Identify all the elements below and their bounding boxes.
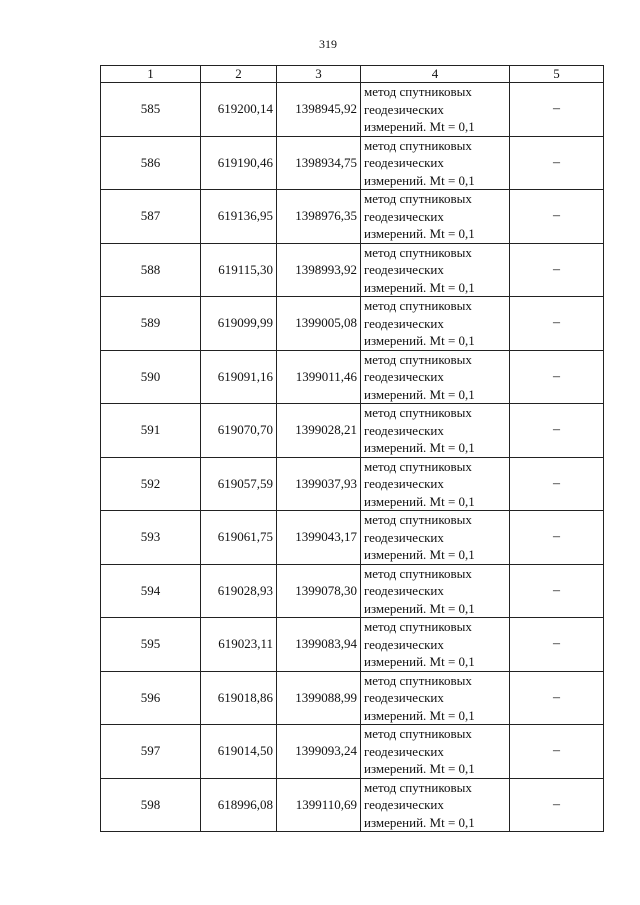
table-body xyxy=(101,83,604,832)
point-number: 591 xyxy=(101,404,201,458)
coordinate-x: 619136,95 xyxy=(201,190,277,244)
note-value: – xyxy=(510,350,604,404)
method-line: геодезических xyxy=(364,155,444,170)
column-header-2: 2 xyxy=(201,66,277,83)
point-number: 590 xyxy=(101,350,201,404)
coordinate-y: 1399028,21 xyxy=(277,404,361,458)
note-value: – xyxy=(510,778,604,832)
method-line: метод спутниковых xyxy=(364,298,472,313)
table-row xyxy=(101,136,604,190)
point-number: 593 xyxy=(101,511,201,565)
method-description xyxy=(361,350,510,404)
note-value: – xyxy=(510,618,604,672)
method-line: измерений. Mt = 0,1 xyxy=(364,600,475,616)
coordinate-y: 1399043,17 xyxy=(277,511,361,565)
method-description xyxy=(361,618,510,672)
coordinate-y: 1399078,30 xyxy=(277,564,361,618)
coordinate-y: 1399088,99 xyxy=(277,671,361,725)
coordinate-x: 619014,50 xyxy=(201,725,277,779)
page-number: 319 xyxy=(319,37,337,51)
coordinate-x: 619018,86 xyxy=(201,671,277,725)
method-line: измерений. Mt = 0,1 xyxy=(364,226,475,241)
method-line: геодезических xyxy=(364,208,444,224)
table-row xyxy=(101,564,604,618)
method-line: метод спутниковых xyxy=(364,458,472,474)
table-row xyxy=(101,350,604,404)
method-line: измерений. Mt = 0,1 xyxy=(364,814,475,830)
method-description xyxy=(361,671,510,725)
note-value: – xyxy=(510,83,604,137)
method-line: метод спутниковых xyxy=(364,84,472,99)
note-value: – xyxy=(510,297,604,351)
method-description xyxy=(361,778,510,832)
note-value: – xyxy=(510,564,604,618)
method-description xyxy=(361,190,510,244)
coordinate-y: 1398934,75 xyxy=(277,136,361,190)
note-value: – xyxy=(510,725,604,779)
method-line: геодезических xyxy=(364,369,444,384)
method-line: геодезических xyxy=(364,636,444,652)
method-line: геодезических xyxy=(364,529,444,545)
coordinate-x: 619115,30 xyxy=(201,243,277,297)
method-line: метод спутниковых xyxy=(364,244,472,260)
method-line: измерений. Mt = 0,1 xyxy=(364,654,475,669)
note-value: – xyxy=(510,190,604,244)
method-line: измерений. Mt = 0,1 xyxy=(364,333,475,348)
note-value: – xyxy=(510,671,604,725)
method-line: метод спутниковых xyxy=(364,619,472,634)
method-description xyxy=(361,297,510,351)
coordinate-y: 1399037,93 xyxy=(277,457,361,511)
method-line: геодезических xyxy=(364,422,444,438)
table-row xyxy=(101,297,604,351)
point-number: 592 xyxy=(101,457,201,511)
note-value: – xyxy=(510,243,604,297)
coordinate-x: 619099,99 xyxy=(201,297,277,351)
point-number: 587 xyxy=(101,190,201,244)
method-line: геодезических xyxy=(364,101,444,117)
table-row xyxy=(101,671,604,725)
method-line: геодезических xyxy=(364,690,444,705)
coordinate-x: 619070,70 xyxy=(201,404,277,458)
coordinate-y: 1399083,94 xyxy=(277,618,361,672)
point-number: 589 xyxy=(101,297,201,351)
method-description xyxy=(361,83,510,137)
table-row xyxy=(101,404,604,458)
coordinate-x: 619200,14 xyxy=(201,83,277,137)
table-row xyxy=(101,83,604,137)
point-number: 596 xyxy=(101,671,201,725)
method-line: метод спутниковых xyxy=(364,191,472,206)
column-header-4: 4 xyxy=(361,66,510,83)
method-description xyxy=(361,404,510,458)
table-row xyxy=(101,725,604,779)
point-number: 594 xyxy=(101,564,201,618)
coordinates-table xyxy=(100,65,604,832)
method-description xyxy=(361,136,510,190)
method-description xyxy=(361,564,510,618)
method-line: измерений. Mt = 0,1 xyxy=(364,119,475,134)
method-line: метод спутниковых xyxy=(364,137,472,153)
method-line: геодезических xyxy=(364,262,444,277)
method-description xyxy=(361,243,510,297)
method-line: метод спутниковых xyxy=(364,672,472,688)
point-number: 597 xyxy=(101,725,201,779)
point-number: 588 xyxy=(101,243,201,297)
coordinate-x: 619028,93 xyxy=(201,564,277,618)
column-header-1: 1 xyxy=(101,66,201,83)
method-line: геодезических xyxy=(364,797,444,812)
method-line: измерений. Mt = 0,1 xyxy=(364,493,475,509)
table-row xyxy=(101,190,604,244)
table-header-row xyxy=(101,66,604,83)
coordinate-x: 618996,08 xyxy=(201,778,277,832)
method-line: измерений. Mt = 0,1 xyxy=(364,707,475,723)
point-number: 598 xyxy=(101,778,201,832)
method-line: измерений. Mt = 0,1 xyxy=(364,440,475,455)
method-line: метод спутниковых xyxy=(364,351,472,367)
coordinate-y: 1398976,35 xyxy=(277,190,361,244)
method-line: измерений. Mt = 0,1 xyxy=(364,547,475,562)
table-row xyxy=(101,778,604,832)
method-line: измерений. Mt = 0,1 xyxy=(364,761,475,776)
table-row xyxy=(101,511,604,565)
coordinate-y: 1399011,46 xyxy=(277,350,361,404)
note-value: – xyxy=(510,511,604,565)
coordinate-y: 1398945,92 xyxy=(277,83,361,137)
method-line: геодезических xyxy=(364,583,444,598)
coordinate-y: 1399110,69 xyxy=(277,778,361,832)
method-line: измерений. Mt = 0,1 xyxy=(364,172,475,188)
coordinate-x: 619057,59 xyxy=(201,457,277,511)
method-line: метод спутниковых xyxy=(364,726,472,741)
coordinate-x: 619023,11 xyxy=(201,618,277,672)
coordinate-y: 1399093,24 xyxy=(277,725,361,779)
method-description xyxy=(361,511,510,565)
method-line: геодезических xyxy=(364,743,444,759)
method-description xyxy=(361,725,510,779)
coordinate-y: 1398993,92 xyxy=(277,243,361,297)
column-header-5: 5 xyxy=(510,66,604,83)
coordinate-x: 619091,16 xyxy=(201,350,277,404)
note-value: – xyxy=(510,404,604,458)
note-value: – xyxy=(510,136,604,190)
table-row xyxy=(101,457,604,511)
table-row xyxy=(101,618,604,672)
method-line: метод спутниковых xyxy=(364,565,472,581)
method-line: метод спутниковых xyxy=(364,405,472,420)
method-line: геодезических xyxy=(364,476,444,491)
point-number: 586 xyxy=(101,136,201,190)
column-header-3: 3 xyxy=(277,66,361,83)
method-description xyxy=(361,457,510,511)
method-line: метод спутниковых xyxy=(364,779,472,795)
point-number: 595 xyxy=(101,618,201,672)
point-number: 585 xyxy=(101,83,201,137)
method-line: измерений. Mt = 0,1 xyxy=(364,386,475,402)
method-line: измерений. Mt = 0,1 xyxy=(364,279,475,295)
coordinate-x: 619190,46 xyxy=(201,136,277,190)
method-line: метод спутниковых xyxy=(364,512,472,527)
method-line: геодезических xyxy=(364,315,444,331)
coordinate-x: 619061,75 xyxy=(201,511,277,565)
note-value: – xyxy=(510,457,604,511)
coordinate-y: 1399005,08 xyxy=(277,297,361,351)
table-row xyxy=(101,243,604,297)
